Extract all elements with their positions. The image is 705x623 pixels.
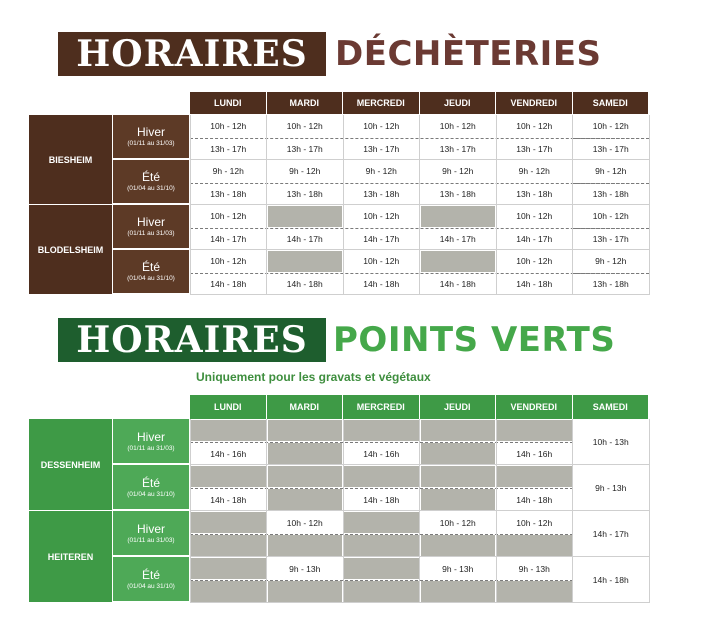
time-cell: 13h - 18h (439, 188, 476, 199)
time-cell: 14h - 18h (286, 278, 323, 289)
grid-line (343, 115, 344, 295)
time-cell: 9h - 12h (518, 166, 550, 177)
season-name: Hiver (136, 521, 165, 536)
site-name-dessenheim: DESSENHEIM (29, 419, 112, 510)
time-cell: 10h - 12h (210, 211, 247, 222)
time-cell: 13h - 18h (363, 188, 400, 199)
time-cell: 10h - 12h (439, 517, 476, 528)
saturday-time-cell: 14h - 17h (592, 529, 629, 539)
site-name-blodelsheim: BLODELSHEIM (29, 205, 112, 294)
time-cell: 13h - 17h (592, 233, 629, 244)
time-cell: 13h - 17h (286, 143, 323, 154)
points-verts-title-box: HORAIRES (58, 318, 326, 362)
row-separator (573, 183, 650, 184)
closed-cell (191, 581, 266, 602)
time-cell: 13h - 17h (516, 143, 553, 154)
closed-cell (497, 581, 572, 602)
time-cell: 14h - 17h (210, 233, 247, 244)
decheteries-title-rest: DÉCHÈTERIES (335, 34, 602, 74)
grid-line (496, 419, 497, 603)
closed-cell (268, 581, 343, 602)
season-range: (01/04 au 31/10) (127, 275, 175, 282)
time-cell: 14h - 16h (210, 448, 247, 459)
time-cell: 10h - 12h (516, 517, 553, 528)
closed-cell (421, 489, 496, 510)
points-verts-title-rest: POINTS VERTS (333, 320, 616, 360)
closed-cell (344, 581, 419, 602)
closed-cell (191, 558, 266, 579)
saturday-time-cell: 14h - 18h (592, 575, 629, 585)
day-header-mercredi: MERCREDI (343, 92, 420, 114)
time-cell: 10h - 12h (363, 211, 400, 222)
closed-cell (497, 466, 572, 487)
row-separator (573, 228, 650, 229)
time-cell: 13h - 18h (592, 278, 629, 289)
season-name: Été (141, 260, 160, 274)
decheteries-table (29, 92, 649, 295)
season-name: Hiver (136, 125, 165, 139)
closed-cell (268, 251, 343, 272)
time-cell: 10h - 12h (210, 121, 247, 132)
time-cell: 14h - 17h (439, 233, 476, 244)
time-cell: 13h - 17h (210, 143, 247, 154)
day-header-jeudi: JEUDI (420, 92, 497, 114)
row-separator (190, 488, 573, 489)
closed-cell (497, 420, 572, 441)
time-cell: 9h - 12h (289, 166, 321, 177)
closed-cell (421, 535, 496, 556)
time-cell: 10h - 12h (286, 121, 323, 132)
season-label (113, 419, 189, 463)
site-name-heiteren: HEITEREN (29, 511, 112, 602)
time-cell: 10h - 12h (286, 517, 323, 528)
time-cell: 9h - 13h (289, 563, 321, 574)
day-header-mardi: MARDI (267, 92, 344, 114)
closed-cell (421, 206, 496, 227)
closed-cell (268, 466, 343, 487)
time-cell: 14h - 18h (439, 278, 476, 289)
grid-line (343, 419, 344, 603)
closed-cell (191, 466, 266, 487)
time-cell: 9h - 12h (595, 256, 627, 267)
closed-cell (344, 420, 419, 441)
grid-line (190, 419, 191, 603)
season-name: Hiver (136, 215, 165, 229)
closed-cell (191, 512, 266, 533)
grid-line (266, 419, 267, 603)
time-cell: 14h - 18h (516, 278, 553, 289)
time-cell: 14h - 18h (210, 494, 247, 505)
time-cell: 10h - 12h (439, 121, 476, 132)
time-cell: 10h - 12h (516, 211, 553, 222)
closed-cell (421, 466, 496, 487)
grid-line (649, 419, 650, 603)
time-cell: 9h - 12h (442, 166, 474, 177)
season-label (113, 557, 189, 601)
time-cell: 13h - 18h (592, 188, 629, 199)
saturday-time-cell: 9h - 13h (595, 483, 627, 493)
day-header-mercredi: MERCREDI (343, 395, 420, 419)
time-cell: 9h - 13h (442, 563, 474, 574)
season-name: Hiver (136, 429, 165, 444)
season-label (113, 115, 189, 158)
row-separator (573, 138, 650, 139)
season-label (113, 205, 189, 248)
season-label (113, 511, 189, 555)
closed-cell (421, 251, 496, 272)
row-separator (190, 534, 573, 535)
points-verts-table (29, 395, 649, 605)
time-cell: 14h - 18h (363, 494, 400, 505)
season-range: (01/04 au 31/10) (127, 582, 175, 590)
time-cell: 13h - 18h (516, 188, 553, 199)
season-range: (01/04 au 31/10) (127, 185, 175, 192)
closed-cell (421, 443, 496, 464)
day-header-vendredi: VENDREDI (496, 395, 573, 419)
site-name-biesheim: BIESHEIM (29, 115, 112, 204)
season-range: (01/11 au 31/03) (127, 140, 175, 147)
closed-cell (268, 420, 343, 441)
decheteries-title-box: HORAIRES (58, 32, 326, 76)
time-cell: 13h - 18h (286, 188, 323, 199)
time-cell: 14h - 18h (516, 494, 553, 505)
time-cell: 14h - 18h (363, 278, 400, 289)
time-cell: 13h - 17h (592, 143, 629, 154)
season-range: (01/04 au 31/10) (127, 490, 175, 498)
grid-line (496, 115, 497, 295)
time-cell: 10h - 12h (363, 256, 400, 267)
time-cell: 10h - 12h (592, 211, 629, 222)
time-cell: 14h - 18h (210, 278, 247, 289)
row-separator (190, 580, 573, 581)
closed-cell (268, 535, 343, 556)
season-label (113, 250, 189, 293)
row-separator (190, 442, 573, 443)
day-header-vendredi: VENDREDI (496, 92, 573, 114)
closed-cell (344, 466, 419, 487)
saturday-time-cell: 10h - 13h (592, 437, 629, 447)
closed-cell (268, 206, 343, 227)
time-cell: 13h - 17h (363, 143, 400, 154)
day-header-bar (190, 395, 649, 419)
time-cell: 14h - 17h (516, 233, 553, 244)
time-cell: 14h - 17h (286, 233, 323, 244)
time-cell: 10h - 12h (516, 121, 553, 132)
points-verts-subtitle: Uniquement pour les gravats et végétaux (196, 370, 431, 384)
day-header-mardi: MARDI (267, 395, 344, 419)
time-cell: 9h - 12h (212, 166, 244, 177)
time-cell: 9h - 12h (595, 166, 627, 177)
closed-cell (421, 420, 496, 441)
season-range: (01/11 au 31/03) (127, 536, 175, 544)
time-cell: 10h - 12h (210, 256, 247, 267)
day-header-samedi: SAMEDI (573, 92, 650, 114)
time-cell: 14h - 16h (363, 448, 400, 459)
season-name: Été (141, 567, 160, 582)
grid-line (419, 115, 420, 295)
closed-cell (344, 535, 419, 556)
day-header-lundi: LUNDI (190, 395, 267, 419)
time-cell: 14h - 16h (516, 448, 553, 459)
time-cell: 9h - 13h (518, 563, 550, 574)
row-separator (573, 273, 650, 274)
time-cell: 14h - 17h (363, 233, 400, 244)
closed-cell (497, 535, 572, 556)
time-cell: 10h - 12h (592, 121, 629, 132)
season-name: Été (141, 475, 160, 490)
grid-line (266, 115, 267, 295)
season-range: (01/11 au 31/03) (127, 444, 175, 452)
grid-line (572, 115, 573, 295)
closed-cell (268, 489, 343, 510)
day-header-jeudi: JEUDI (420, 395, 497, 419)
season-label (113, 160, 189, 203)
time-cell: 13h - 17h (439, 143, 476, 154)
season-range: (01/11 au 31/03) (127, 230, 175, 237)
time-cell: 13h - 18h (210, 188, 247, 199)
season-name: Été (141, 170, 160, 184)
day-header-lundi: LUNDI (190, 92, 267, 114)
grid-line (649, 115, 650, 295)
closed-cell (344, 558, 419, 579)
day-header-bar (190, 92, 649, 114)
day-header-samedi: SAMEDI (573, 395, 650, 419)
time-cell: 10h - 12h (363, 121, 400, 132)
season-label (113, 465, 189, 509)
grid-line (190, 115, 191, 295)
time-cell: 10h - 12h (516, 256, 553, 267)
closed-cell (191, 535, 266, 556)
closed-cell (421, 581, 496, 602)
grid-line (419, 419, 420, 603)
grid-line (572, 419, 573, 603)
closed-cell (268, 443, 343, 464)
time-cell: 9h - 12h (365, 166, 397, 177)
closed-cell (191, 420, 266, 441)
closed-cell (344, 512, 419, 533)
